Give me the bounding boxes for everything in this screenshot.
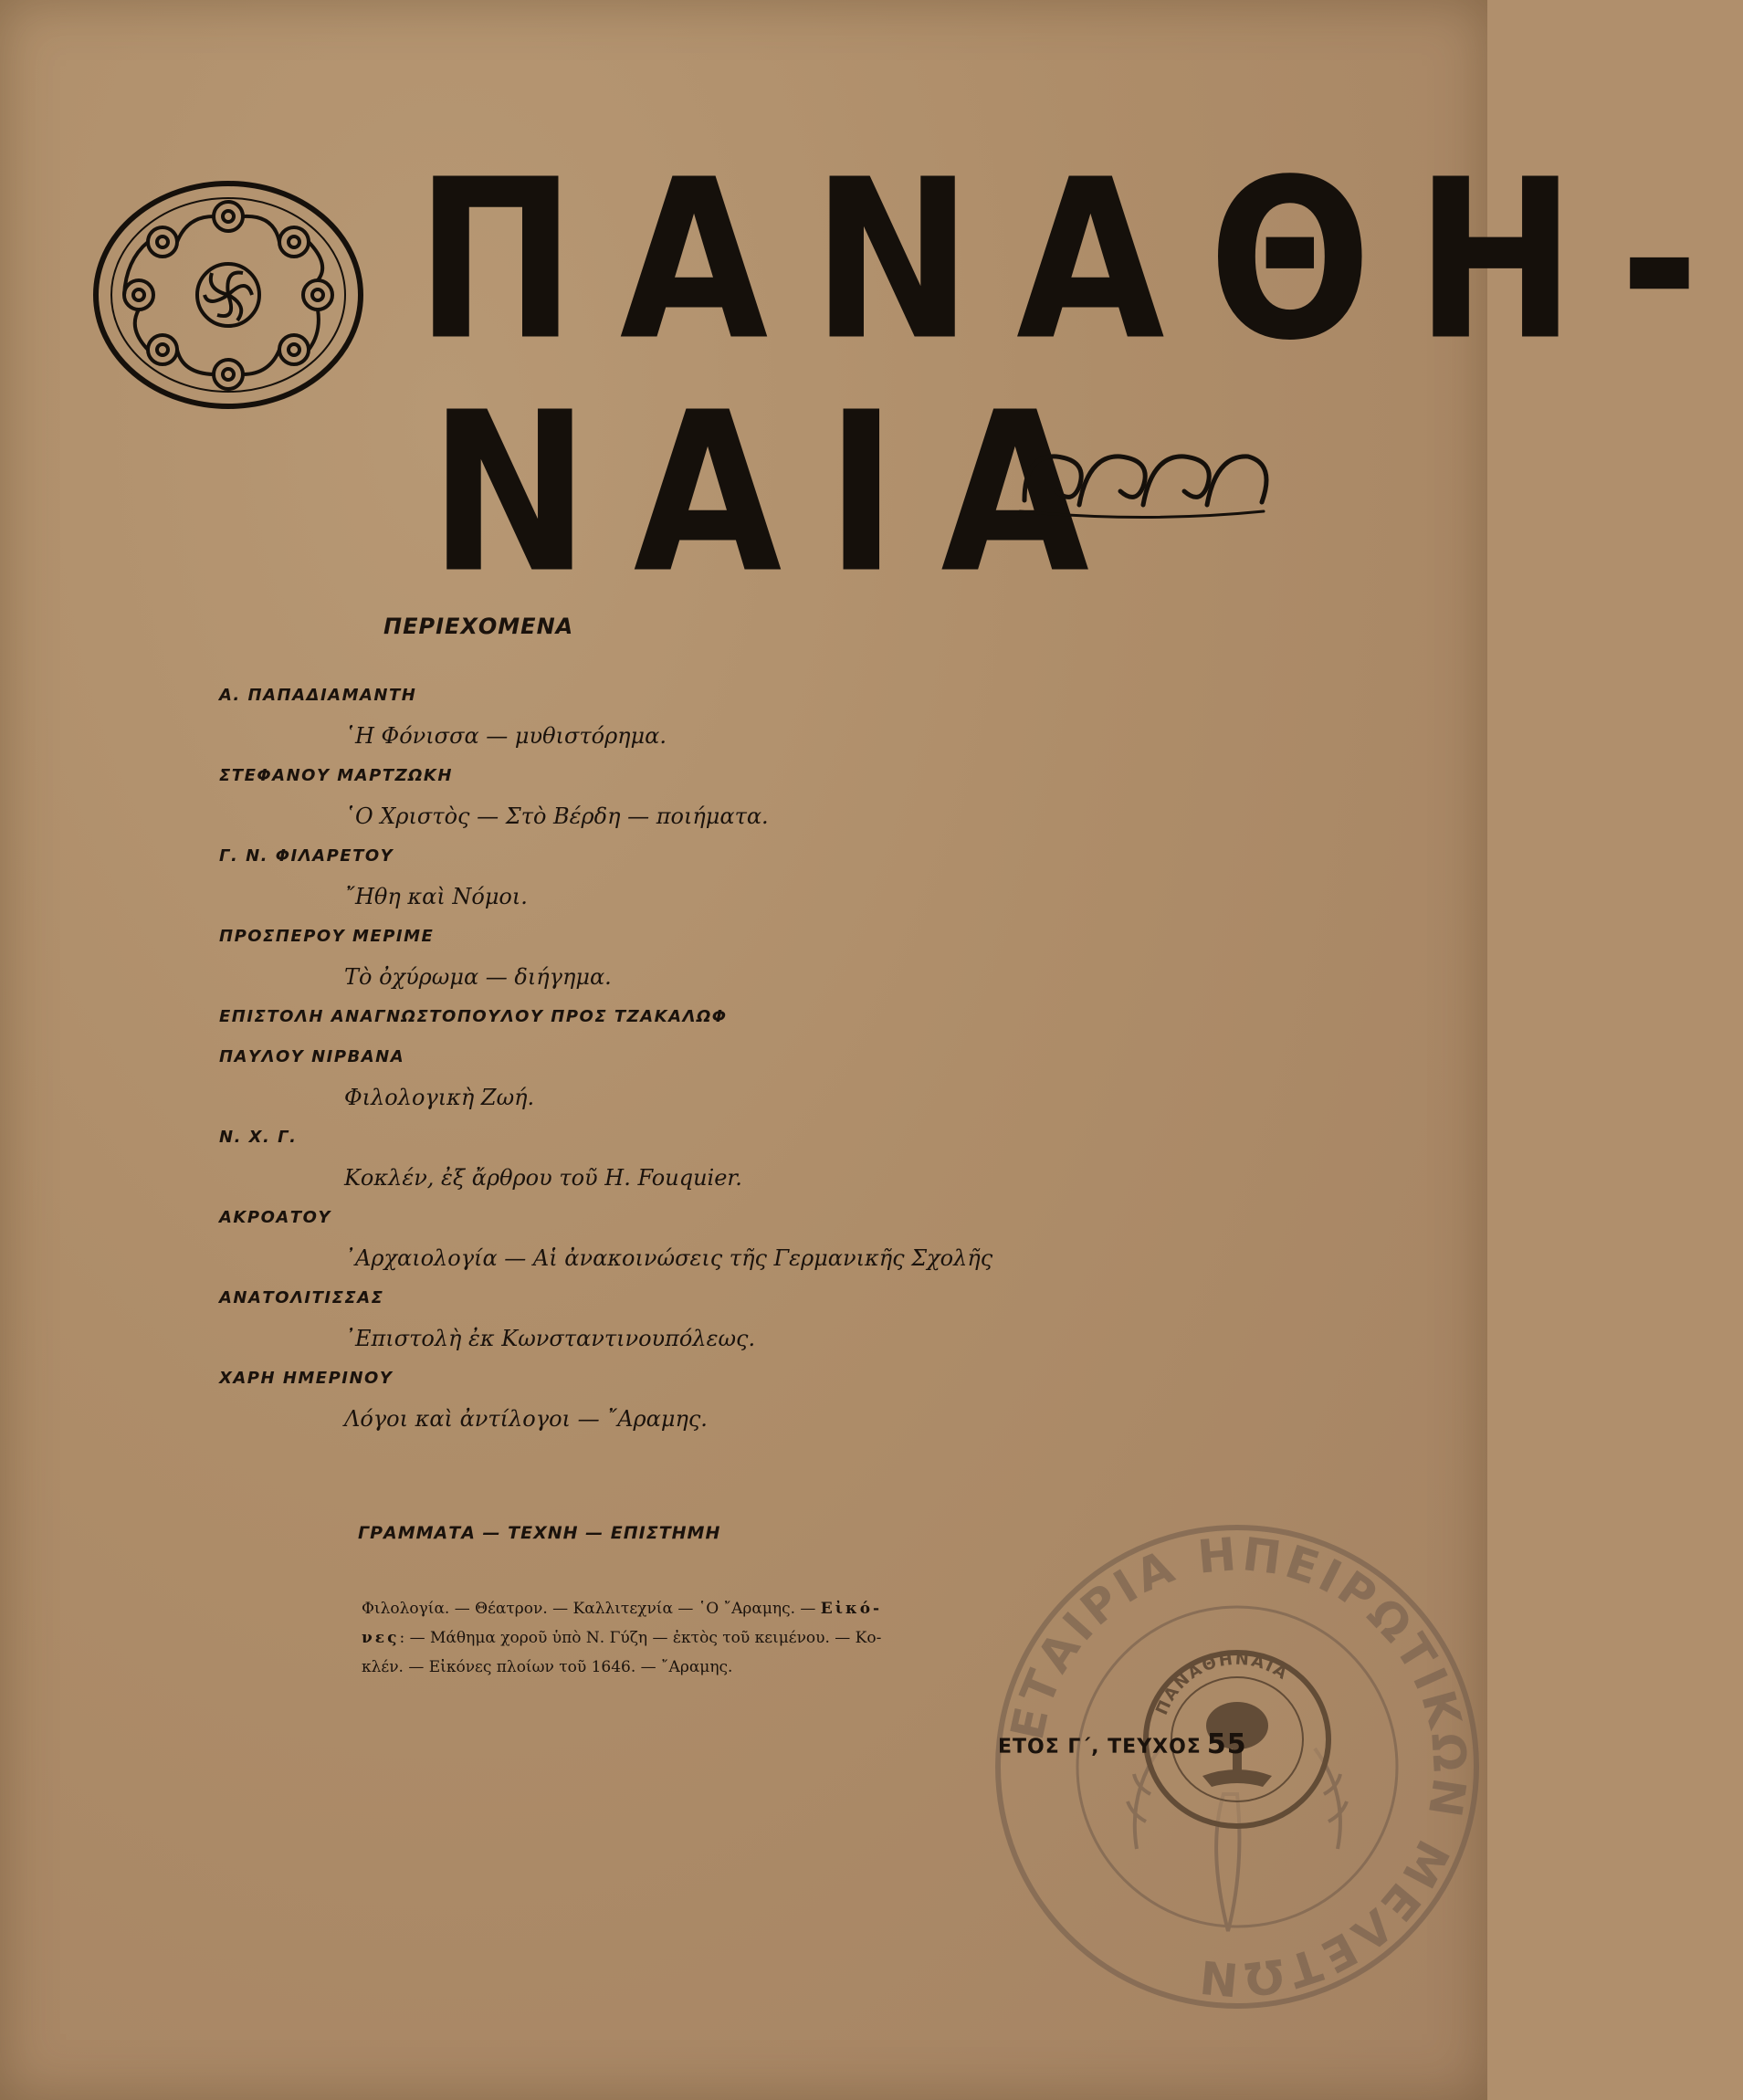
toc-work-title: ῎Ηθη καὶ Νόμοι.: [344, 884, 528, 909]
illustrations-line-1-text: Φιλολογία. — Θέατρον. — Καλλιτεχνία — ῾Ο ῎Αραμης. —: [362, 1600, 821, 1618]
toc-work-title: Φιλολογικὴ Ζωή.: [344, 1085, 535, 1110]
toc-work-title: ῾Ο Χριστὸς — Στὸ Βέρδη — ποιήματα.: [344, 803, 769, 829]
toc-work-title: ᾿Επιστολὴ ἐκ Κωνσταντινουπόλεως.: [344, 1326, 756, 1351]
toc-work-title: Τὸ ὀχύρωμα — διήγημα.: [344, 964, 612, 990]
stamp-inner-text: ΠΑΝΑΘΗΝΑΙΑ: [1151, 1649, 1293, 1718]
toc-author: ΣΤΕΦΑΝΟΥ ΜΑΡΤΖΩΚΗ: [219, 766, 453, 785]
issue-number: 55: [1206, 1728, 1247, 1760]
sections-heading: ΓΡΑΜΜΑΤΑ — ΤΕΧΝΗ — ΕΠΙΣΤΗΜΗ: [358, 1523, 721, 1543]
illustrations-line-2-text: : — Μάθημα χοροῦ ὑπὸ Ν. Γύζη — ἐκτὸς τοῦ κειμένου. — Κο-: [399, 1629, 882, 1647]
toc-work-title: Λόγοι καὶ ἀντίλογοι — ῎Αραμης.: [344, 1406, 708, 1432]
magazine-title-line-1: ΠΑΝΑΘΗ-: [415, 131, 1743, 390]
spiral-circle-icon: [91, 178, 365, 411]
toc-author: ΧΑΡΗ ΗΜΕΡΙΝΟΥ: [219, 1369, 394, 1388]
illustrations-line-3: κλέν. — Εἰκόνες πλοίων τοῦ 1646. — ῎Αραμης.: [362, 1658, 733, 1676]
issue-info: [998, 1728, 1247, 1760]
toc-author: Ν. Χ. Γ.: [219, 1128, 298, 1147]
toc-work-title: ᾿Αρχαιολογία — Αἱ ἀνακοινώσεις τῆς Γερμανικῆς Σχολῆς: [344, 1245, 993, 1271]
toc-author: ΠΑΥΛΟΥ ΝΙΡΒΑΝΑ: [219, 1047, 405, 1066]
toc-author: Γ. Ν. ΦΙΛΑΡΕΤΟΥ: [219, 846, 394, 866]
toc-author: ΑΚΡΟΑΤΟΥ: [219, 1208, 331, 1227]
toc-author: Α. ΠΑΠΑΔΙΑΜΑΝΤΗ: [219, 686, 417, 705]
toc-work-title: ῾Η Φόνισσα — μυθιστόρημα.: [344, 723, 667, 749]
illustrations-line-1-bold: Εἰκό-: [820, 1600, 883, 1618]
toc-work-title: Κοκλέν, ἐξ ἄρθρου τοῦ H. Fouquier.: [344, 1165, 742, 1191]
contents-heading: ΠΕΡΙΕΧΟΜΕΝΑ: [383, 614, 574, 639]
toc-author: ΕΠΙΣΤΟΛΗ ΑΝΑΓΝΩΣΤΟΠΟΥΛΟΥ ΠΡΟΣ ΤΖΑΚΑΛΩΦ: [219, 1007, 728, 1026]
table-of-contents: [219, 676, 1223, 1439]
magazine-title-line-2: ΝΑΙΑ: [429, 364, 1133, 623]
illustrations-line-2-bold: νες: [362, 1629, 400, 1647]
toc-author: ΠΡΟΣΠΕΡΟΥ ΜΕΡΙΜΕ: [219, 927, 435, 946]
toc-author: ΑΝΑΤΟΛΙΤΙΣΣΑΣ: [219, 1288, 384, 1307]
library-seal-stamp: [991, 1520, 1484, 2013]
wave-meander-icon: [1015, 436, 1271, 528]
issue-label: ΕΤΟΣ Γ΄, ΤΕΥΧΟΣ: [998, 1736, 1202, 1759]
stamp-outer-text: ΕΤΑΙΡΙΑ ΗΠΕΙΡΩΤΙΚΩΝ ΜΕΛΕΤΩΝ: [1000, 1527, 1476, 2007]
